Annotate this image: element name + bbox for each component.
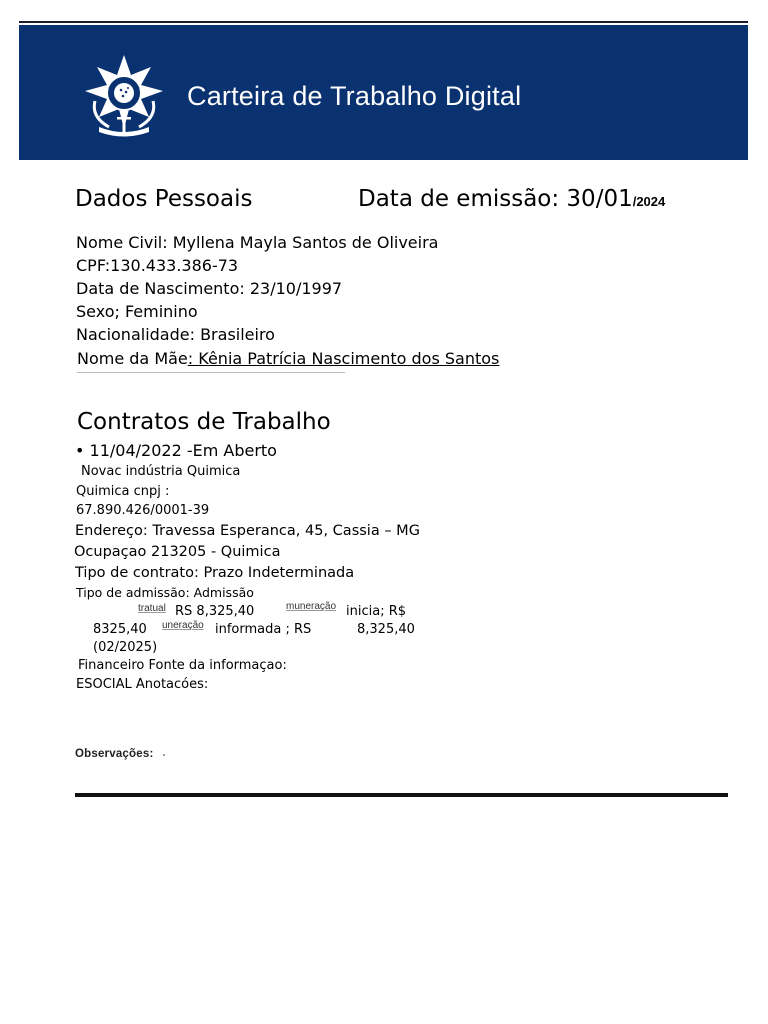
nome-da-mae (77, 349, 499, 368)
cnpj-value: 67.890.426/0001-39 (76, 503, 210, 518)
data-emissao (358, 186, 665, 212)
nacionalidade: Nacionalidade: Brasileiro (76, 325, 275, 344)
financeiro-fonte: Financeiro Fonte da informaçao: (78, 658, 287, 673)
data-emissao-label: Data de emissão: 30/01 (358, 186, 633, 212)
section-heading-contratos: Contratos de Trabalho (77, 409, 331, 435)
empresa-nome: Novac indústria Quimica (81, 464, 241, 479)
nome-da-mae-label: Nome da Mãe (77, 349, 188, 368)
section-heading-dados-pessoais: Dados Pessoais (75, 186, 253, 212)
nome-da-mae-value: : Kênia Patrícia Nascimento dos Santos (187, 349, 500, 368)
text-fragment-tratual: tratual (138, 603, 166, 614)
remuneracao-informada-label: informada ; RS (215, 622, 312, 637)
text-fragment-uneracao: uneração (162, 620, 204, 631)
tipo-contrato: Tipo de contrato: Prazo Indeterminada (75, 565, 355, 581)
top-border-line (19, 21, 748, 23)
bottom-divider (75, 793, 728, 797)
observacoes-label: Observações: (75, 748, 154, 760)
banner-title: Carteira de Trabalho Digital (187, 81, 522, 111)
sexo: Sexo; Feminino (76, 302, 198, 321)
endereco: Endereço: Travessa Esperanca, 45, Cassia – MG (75, 523, 420, 539)
remuneracao-informada-value: 8,325,40 (357, 622, 415, 637)
competencia: (02/2025) (93, 640, 158, 655)
data-emissao-year: /2024 (632, 194, 666, 209)
header-banner (19, 25, 748, 160)
contrato-item-date: • 11/04/2022 -Em Aberto (75, 441, 277, 460)
cnpj-label: Quimica cnpj : (76, 484, 170, 499)
tipo-admissao: Tipo de admissão: Admissão (76, 585, 254, 600)
esocial-anotacoes: ESOCIAL Anotacóes: (76, 677, 209, 692)
form-underline (77, 372, 345, 373)
stray-mark (163, 754, 165, 756)
text-fragment-muneracao: muneração (286, 601, 337, 612)
remuneracao-inicial-label: inicia; R$ (346, 604, 407, 619)
cpf: CPF:130.433.386-73 (76, 256, 239, 275)
remuneracao-contratual-value: RS 8,325,40 (175, 604, 255, 619)
remuneracao-inicial-value: 8325,40 (93, 622, 147, 637)
ocupacao: Ocupaçao 213205 - Quimica (74, 544, 281, 560)
brazil-coat-of-arms-icon (79, 53, 169, 138)
nome-civil: Nome Civil: Myllena Mayla Santos de Oliveira (76, 233, 439, 252)
data-nascimento: Data de Nascimento: 23/10/1997 (76, 279, 343, 298)
